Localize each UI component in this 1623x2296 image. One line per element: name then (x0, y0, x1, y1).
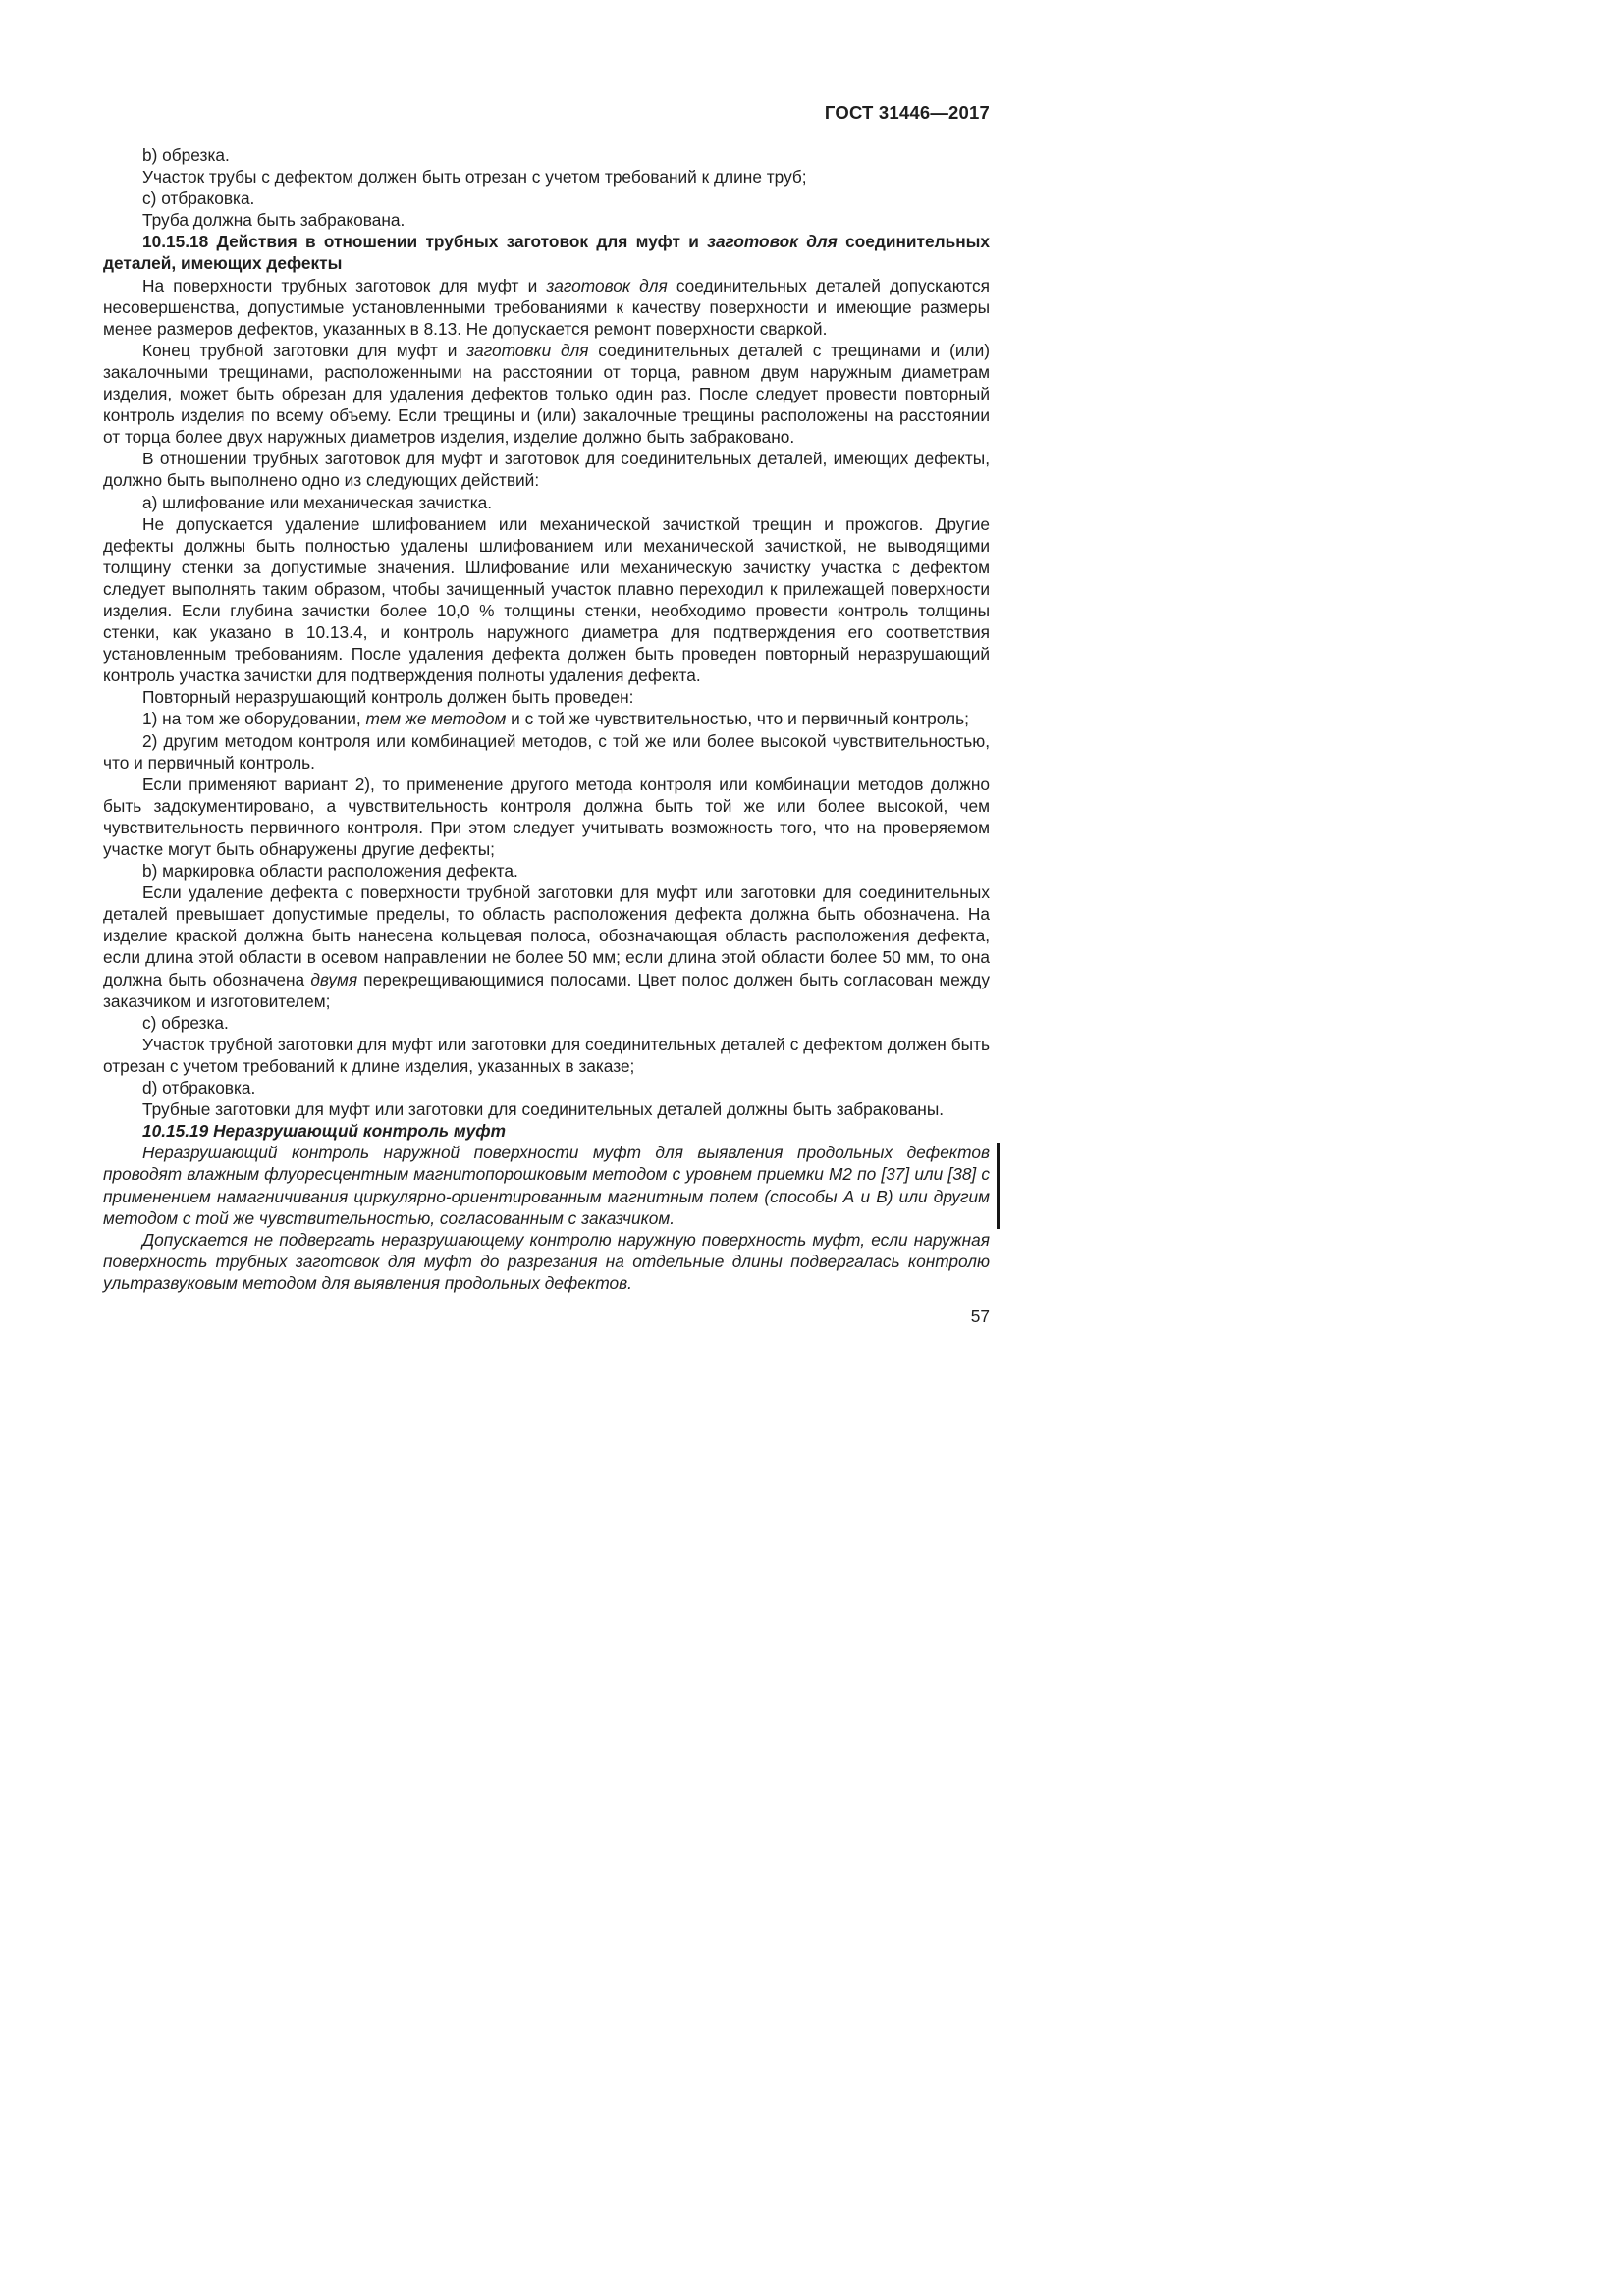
page-number: 57 (970, 1306, 990, 1326)
paragraph (103, 881, 990, 1012)
text-run: Не допускается удаление шлифованием или механической зачисткой трещин и прожогов. Другие дефекты должны быть полностью удалены шлифованием или механической зачисткой, не выводящими толщину стенки за допустимые значения. Шлифование или механическую зачистку участка с дефектом следует выполнять таким образом, чтобы зачищенный участок плавно переходил к прилежащей поверхности изделия. Если глубина зачистки более 10,0 % толщины стенки, необходимо провести контроль толщины стенки, как указано в 10.13.4, и контроль наружного диаметра для подтверждения его соответствия установленным требованиям. После удаления дефекта должен быть проведен повторный неразрушающий контроль участка зачистки для подтверждения полноты удаления дефекта. (103, 513, 990, 686)
paragraph (103, 166, 990, 187)
text-run: В отношении трубных заготовок для муфт и заготовок для соединительных деталей, имеющих дефекты, должно быть выполнено одно из следующих действий: (103, 449, 990, 491)
section-heading (103, 1120, 990, 1142)
text-run: 10.15.19 Неразрушающий контроль муфт (142, 1121, 506, 1142)
document-header (103, 102, 990, 124)
paragraph (103, 275, 990, 340)
text-run: c) отбраковка. (142, 188, 255, 209)
text-run: 1) на том же оборудовании, (142, 709, 366, 729)
text-run: двумя (310, 969, 358, 989)
paragraph (103, 1142, 990, 1228)
paragraph (103, 340, 990, 448)
paragraph (103, 774, 990, 860)
text-run: b) обрезка. (142, 145, 230, 165)
text-run: Труба должна быть забракована. (142, 210, 406, 231)
paragraph (103, 860, 990, 881)
text-run: Неразрушающий контроль наружной поверхности муфт для выявления продольных дефектов проводят влажным флуоресцентным магнитопорошковым методом с уровнем приемки М2 по [37] или [38] с применением намагничивания циркулярно-ориентированным магнитным полем (способы А и В) или другим методом с той же чувствительностью, согласованным с заказчиком. (103, 1143, 990, 1228)
text-run: 10.15.18 Действия в отношении трубных заготовок для муфт и (142, 232, 708, 252)
paragraph (103, 448, 990, 491)
text-run: заготовок для (707, 232, 838, 252)
paragraph (103, 1229, 990, 1294)
text-run: соединительных деталей с трещинами и (или) закалочными трещинами, расположенными на расстоянии от торца, равном двум наружным диаметрам изделия, может быть обрезан для удаления дефектов только один раз. После следует провести повторный контроль изделия по всему объему. Если трещины и (или) закалочные трещины расположены на расстоянии от торца более двух наружных диаметров изделия, изделие должно быть забраковано. (103, 340, 990, 448)
text-run: тем же методом (365, 709, 507, 729)
paragraph (103, 686, 990, 708)
text-run: Повторный неразрушающий контроль должен быть проведен: (142, 687, 634, 708)
text-run: 2) другим методом контроля или комбинацией методов, с той же или более высокой чувствительностью, что и первичный контроль. (103, 730, 990, 773)
paragraph (103, 1034, 990, 1077)
paragraph (103, 1012, 990, 1034)
text-run: d) отбраковка. (142, 1078, 256, 1098)
paragraph (103, 1077, 990, 1098)
paragraph (103, 209, 990, 231)
paragraph (103, 708, 990, 729)
paragraph (103, 187, 990, 209)
paragraph (103, 730, 990, 774)
text-run: и с той же чувствительностью, что и первичный контроль; (506, 709, 969, 729)
text-run: Конец трубной заготовки для муфт и (142, 340, 467, 360)
text-run: Участок трубной заготовки для муфт или заготовки для соединительных деталей с дефектом должен быть отрезан с учетом требований к длине изделия, указанных в заказе; (103, 1034, 990, 1076)
text-run: перекрещивающимися полосами. Цвет полос должен быть согласован между заказчиком и изготовителем; (103, 969, 990, 1011)
text-run: заготовки для (466, 340, 589, 360)
section-heading (103, 231, 990, 274)
document-body (103, 144, 990, 1294)
text-run: соединительных деталей допускаются несовершенства, допустимые установленными требованиями к качеству поверхности и имеющие размеры менее размеров дефектов, указанных в 8.13. Не допускается ремонт поверхности сваркой. (103, 275, 990, 339)
paragraph (103, 492, 990, 513)
standard-number: ГОСТ 31446—2017 (824, 102, 990, 123)
paragraph (103, 513, 990, 687)
paragraph (103, 1098, 990, 1120)
text-run: b) маркировка области расположения дефекта. (142, 861, 518, 881)
text-run: Трубные заготовки для муфт или заготовки для соединительных деталей должны быть забракованы. (142, 1099, 945, 1120)
text-run: Участок трубы с дефектом должен быть отрезан с учетом требований к длине труб; (142, 167, 807, 187)
paragraph (103, 144, 990, 166)
revision-change-bar (997, 1143, 1000, 1228)
text-run: Если удаление дефекта с поверхности трубной заготовки для муфт или заготовки для соединительных деталей превышает допустимые пределы, то область расположения дефекта должна быть обозначена. На изделие краской должна быть нанесена кольцевая полоса, обозначающая область расположения дефекта, если длина этой области в осевом направлении не более 50 мм; если длина этой области более 50 мм, то она должна быть обозначена (103, 882, 990, 989)
text-run: a) шлифование или механическая зачистка. (142, 492, 493, 512)
text-run: На поверхности трубных заготовок для муфт и (142, 275, 547, 295)
page-footer (103, 1307, 990, 1327)
text-run: c) обрезка. (142, 1012, 229, 1033)
text-run: Допускается не подвергать неразрушающему контролю наружную поверхность муфт, если наружная поверхность трубных заготовок для муфт до разрезания на отдельные длины подвергалась контролю ультразвуковым методом для выявления продольных дефектов. (103, 1229, 990, 1293)
text-run: заготовок для (546, 275, 668, 295)
text-run: соединительных деталей, имеющих дефекты (103, 232, 991, 274)
text-run: Если применяют вариант 2), то применение другого метода контроля или комбинации методов должно быть задокументировано, а чувствительность контроля должна быть той же или более высокой, чем чувствительность первичного контроля. При этом следует учитывать возможность того, что на проверяемом участке могут быть обнаружены другие дефекты; (103, 774, 990, 859)
content-area (103, 144, 990, 1327)
